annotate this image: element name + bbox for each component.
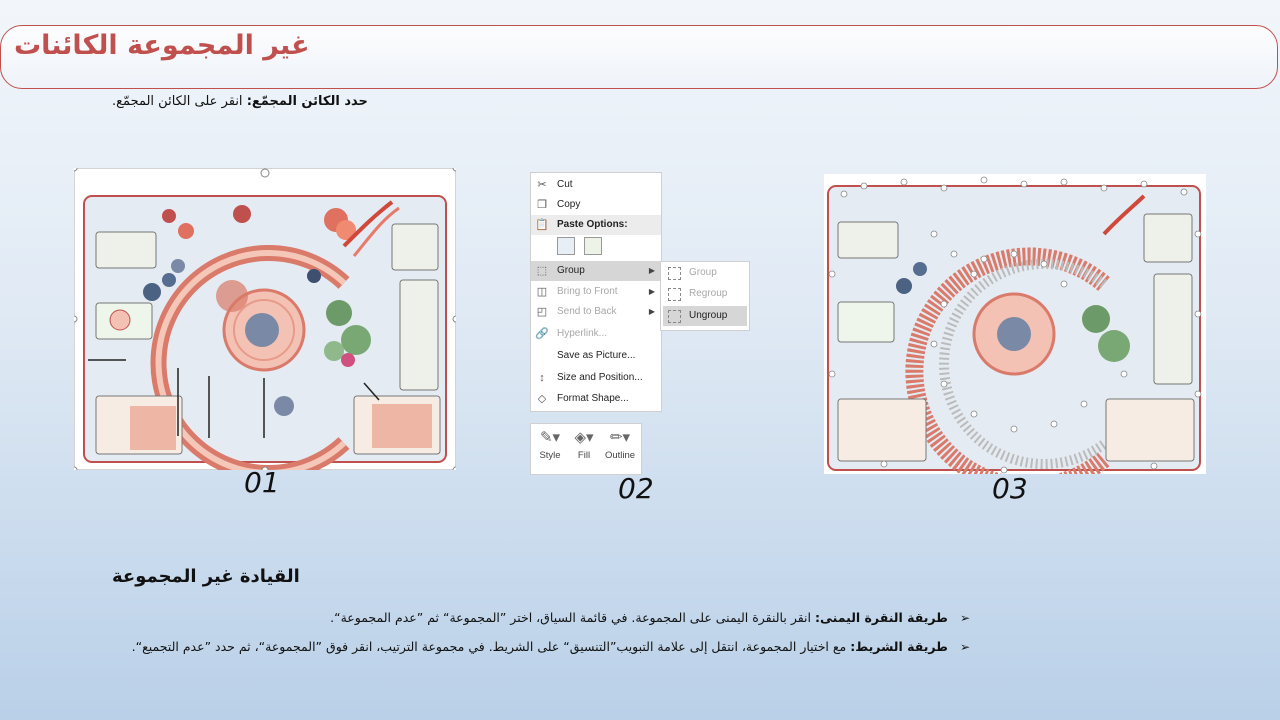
pen-outline-icon: ✏▾	[609, 429, 631, 446]
size-icon: ↕	[539, 372, 545, 384]
menu-item-cut[interactable]: ✂ Cut	[531, 175, 661, 195]
paint-bucket-icon: ◈▾	[574, 429, 594, 446]
menu-item-bring-to-front[interactable]: ◫ Bring to Front ▶	[531, 282, 661, 302]
figure-number-03: 03	[992, 472, 1028, 505]
submenu-arrow-icon: ▶	[648, 307, 655, 316]
bullet-label: طريقة الشريط:	[850, 639, 948, 654]
select-instruction	[112, 94, 368, 109]
menu-item-size-and-position[interactable]: ↕ Size and Position...	[531, 368, 661, 388]
menu-item-paste-options: 📋 Paste Options:	[531, 215, 661, 235]
arrow-bullet-icon: ➢	[959, 611, 970, 625]
paste-icon: 📋	[535, 219, 549, 231]
copy-icon: ❐	[537, 199, 547, 211]
send-back-icon: ◰	[536, 306, 548, 318]
style-icon: ✎▾	[539, 429, 561, 446]
submenu-item-ungroup[interactable]: Ungroup	[663, 306, 747, 326]
link-icon: 🔗	[535, 328, 549, 340]
scissors-icon: ✂	[537, 179, 547, 191]
regroup-icon	[668, 288, 681, 301]
fill-button[interactable]: ◈▾ Fill	[567, 428, 601, 470]
group-icon	[668, 267, 681, 280]
section-heading: القيادة غير المجموعة	[112, 566, 300, 587]
ungroup-icon	[668, 310, 681, 323]
style-button[interactable]: ✎▾ Style	[533, 428, 567, 470]
paste-picture-icon[interactable]	[584, 237, 602, 255]
mini-toolbar	[530, 423, 642, 475]
select-instruction-label: حدد الكائن المجمّع:	[246, 94, 368, 109]
menu-item-format-shape[interactable]: ◇ Format Shape...	[531, 389, 661, 409]
select-instruction-text: انقر على الكائن المجمّع.	[112, 94, 243, 109]
group-submenu	[660, 261, 750, 331]
figure-number-01: 01	[244, 466, 280, 499]
submenu-item-regroup[interactable]: Regroup	[663, 284, 747, 304]
bullet-text: مع اختيار المجموعة، انتقل إلى علامة التبويب”التنسيق“ على الشريط. في مجموعة الترتيب، انقر فوق ”المجموعة“، ثم حدد ”عدم التجميع“.	[131, 639, 847, 654]
submenu-item-group[interactable]: Group	[663, 263, 747, 283]
slide-title: غير المجموعة الكائنات	[14, 30, 310, 61]
menu-item-save-as-picture[interactable]: Save as Picture...	[557, 350, 636, 361]
menu-item-hyperlink[interactable]: 🔗 Hyperlink...	[535, 328, 608, 340]
grouped-cell-figure[interactable]	[74, 168, 456, 470]
context-menu	[530, 172, 662, 412]
ungrouped-cell-figure[interactable]	[824, 174, 1206, 474]
bullet-text: انقر بالنقرة اليمنى على المجموعة. في قائمة السياق، اختر ”المجموعة“ ثم ”عدم المجموعة“.	[330, 610, 811, 625]
submenu-arrow-icon: ▶	[648, 287, 655, 296]
outline-button[interactable]: ✏▾ Outline	[604, 429, 636, 461]
menu-item-copy[interactable]: ❐ Copy	[531, 195, 661, 215]
figure-number-02: 02	[618, 472, 654, 505]
submenu-arrow-icon: ▶	[648, 266, 655, 275]
bullet-right-click	[112, 610, 970, 625]
menu-item-send-to-back[interactable]: ◰ Send to Back ▶	[531, 302, 661, 322]
paste-keep-format-icon[interactable]	[557, 237, 575, 255]
group-icon: ⬚	[536, 265, 548, 277]
bring-front-icon: ◫	[536, 286, 548, 298]
grouped-cell-illustration[interactable]	[74, 168, 456, 470]
format-shape-icon: ◇	[537, 393, 547, 405]
menu-item-group[interactable]: ⬚ Group ▶	[531, 261, 661, 281]
bullet-label: طريقة النقرة اليمنى:	[814, 610, 948, 625]
arrow-bullet-icon: ➢	[959, 640, 970, 654]
paste-option-buttons	[557, 237, 602, 259]
ungrouped-cell-illustration[interactable]	[824, 174, 1206, 474]
bullet-ribbon	[112, 636, 970, 658]
